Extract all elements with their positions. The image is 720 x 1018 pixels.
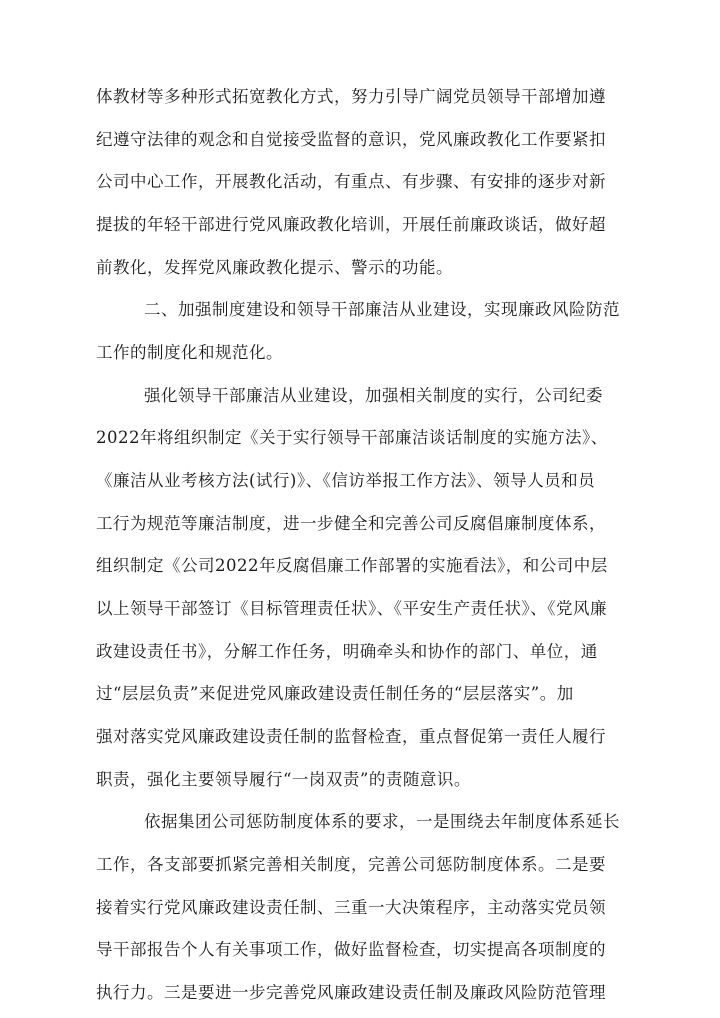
text-line-9: 2022年将组织制定《关于实行领导干部廉洁谈话制度的实施方法》、 xyxy=(96,428,608,448)
text-line-4: 提拔的年轻干部进行党风廉政教化培训，开展任前廉政谈话，做好超 xyxy=(96,215,606,234)
text-line-8: 强化领导干部廉洁从业建设，加强相关制度的实行，公司纪委 xyxy=(144,385,603,405)
text-line-20: 接着实行党风廉政建设责任制、三重一大决策程序，主动落实党员领 xyxy=(96,897,606,917)
text-line-11: 工行为规范等廉洁制度，进一步健全和完善公司反腐倡廉制度体系， xyxy=(96,513,606,533)
text-line-14: 政建设责任书》，分解工作任务，明确牵头和协作的部门、单位，通 xyxy=(96,641,598,661)
text-line-10: 《廉洁从业考核方法(试行)》、《信访举报工作方法》、领导人员和员 xyxy=(96,471,596,490)
text-line-22: 执行力。三是要进一步完善党风廉政建设责任制及廉政风险防范管理 xyxy=(96,983,606,1002)
text-line-2: 纪遵守法律的观念和自觉接受监督的意识，党风廉政教化工作要紧扣 xyxy=(96,129,606,149)
text-line-21: 导干部报告个人有关事项工作，做好监督检查，切实提高各项制度的 xyxy=(96,940,606,960)
section-heading-line-2: 工作的制度化和规范化。 xyxy=(96,343,283,362)
text-line-1: 体教材等多种形式拓宽教化方式，努力引导广阔党员领导干部增加遵 xyxy=(96,87,606,106)
text-line-5: 前教化，发挥党风廉政教化提示、警示的功能。 xyxy=(96,257,453,277)
section-heading-line-1: 二、加强制度建设和领导干部廉洁从业建设，实现廉政风险防范 xyxy=(144,300,620,320)
text-line-16: 强对落实党风廉政建设责任制的监督检查，重点督促第一责任人履行 xyxy=(96,727,606,746)
text-line-19: 工作，各支部要抓紧完善相关制度，完善公司惩防制度体系。二是要 xyxy=(96,855,606,874)
text-line-13: 以上领导干部签订《目标管理责任状》、《平安生产责任状》、《党风廉 xyxy=(96,599,607,618)
text-line-18: 依据集团公司惩防制度体系的要求，一是围绕去年制度体系延长 xyxy=(144,812,620,832)
text-line-3: 公司中心工作，开展教化活动，有重点、有步骤、有安排的逐步对新 xyxy=(96,172,606,192)
text-line-17: 职责，强化主要领导履行“一岗双责”的责随意识。 xyxy=(96,769,471,789)
text-line-15: 过“层层负责”来促进党风廉政建设责任制任务的“层层落实”。加 xyxy=(96,684,574,704)
text-line-12: 组织制定《公司2022年反腐倡廉工作部署的实施看法》，和公司中层 xyxy=(96,556,608,576)
